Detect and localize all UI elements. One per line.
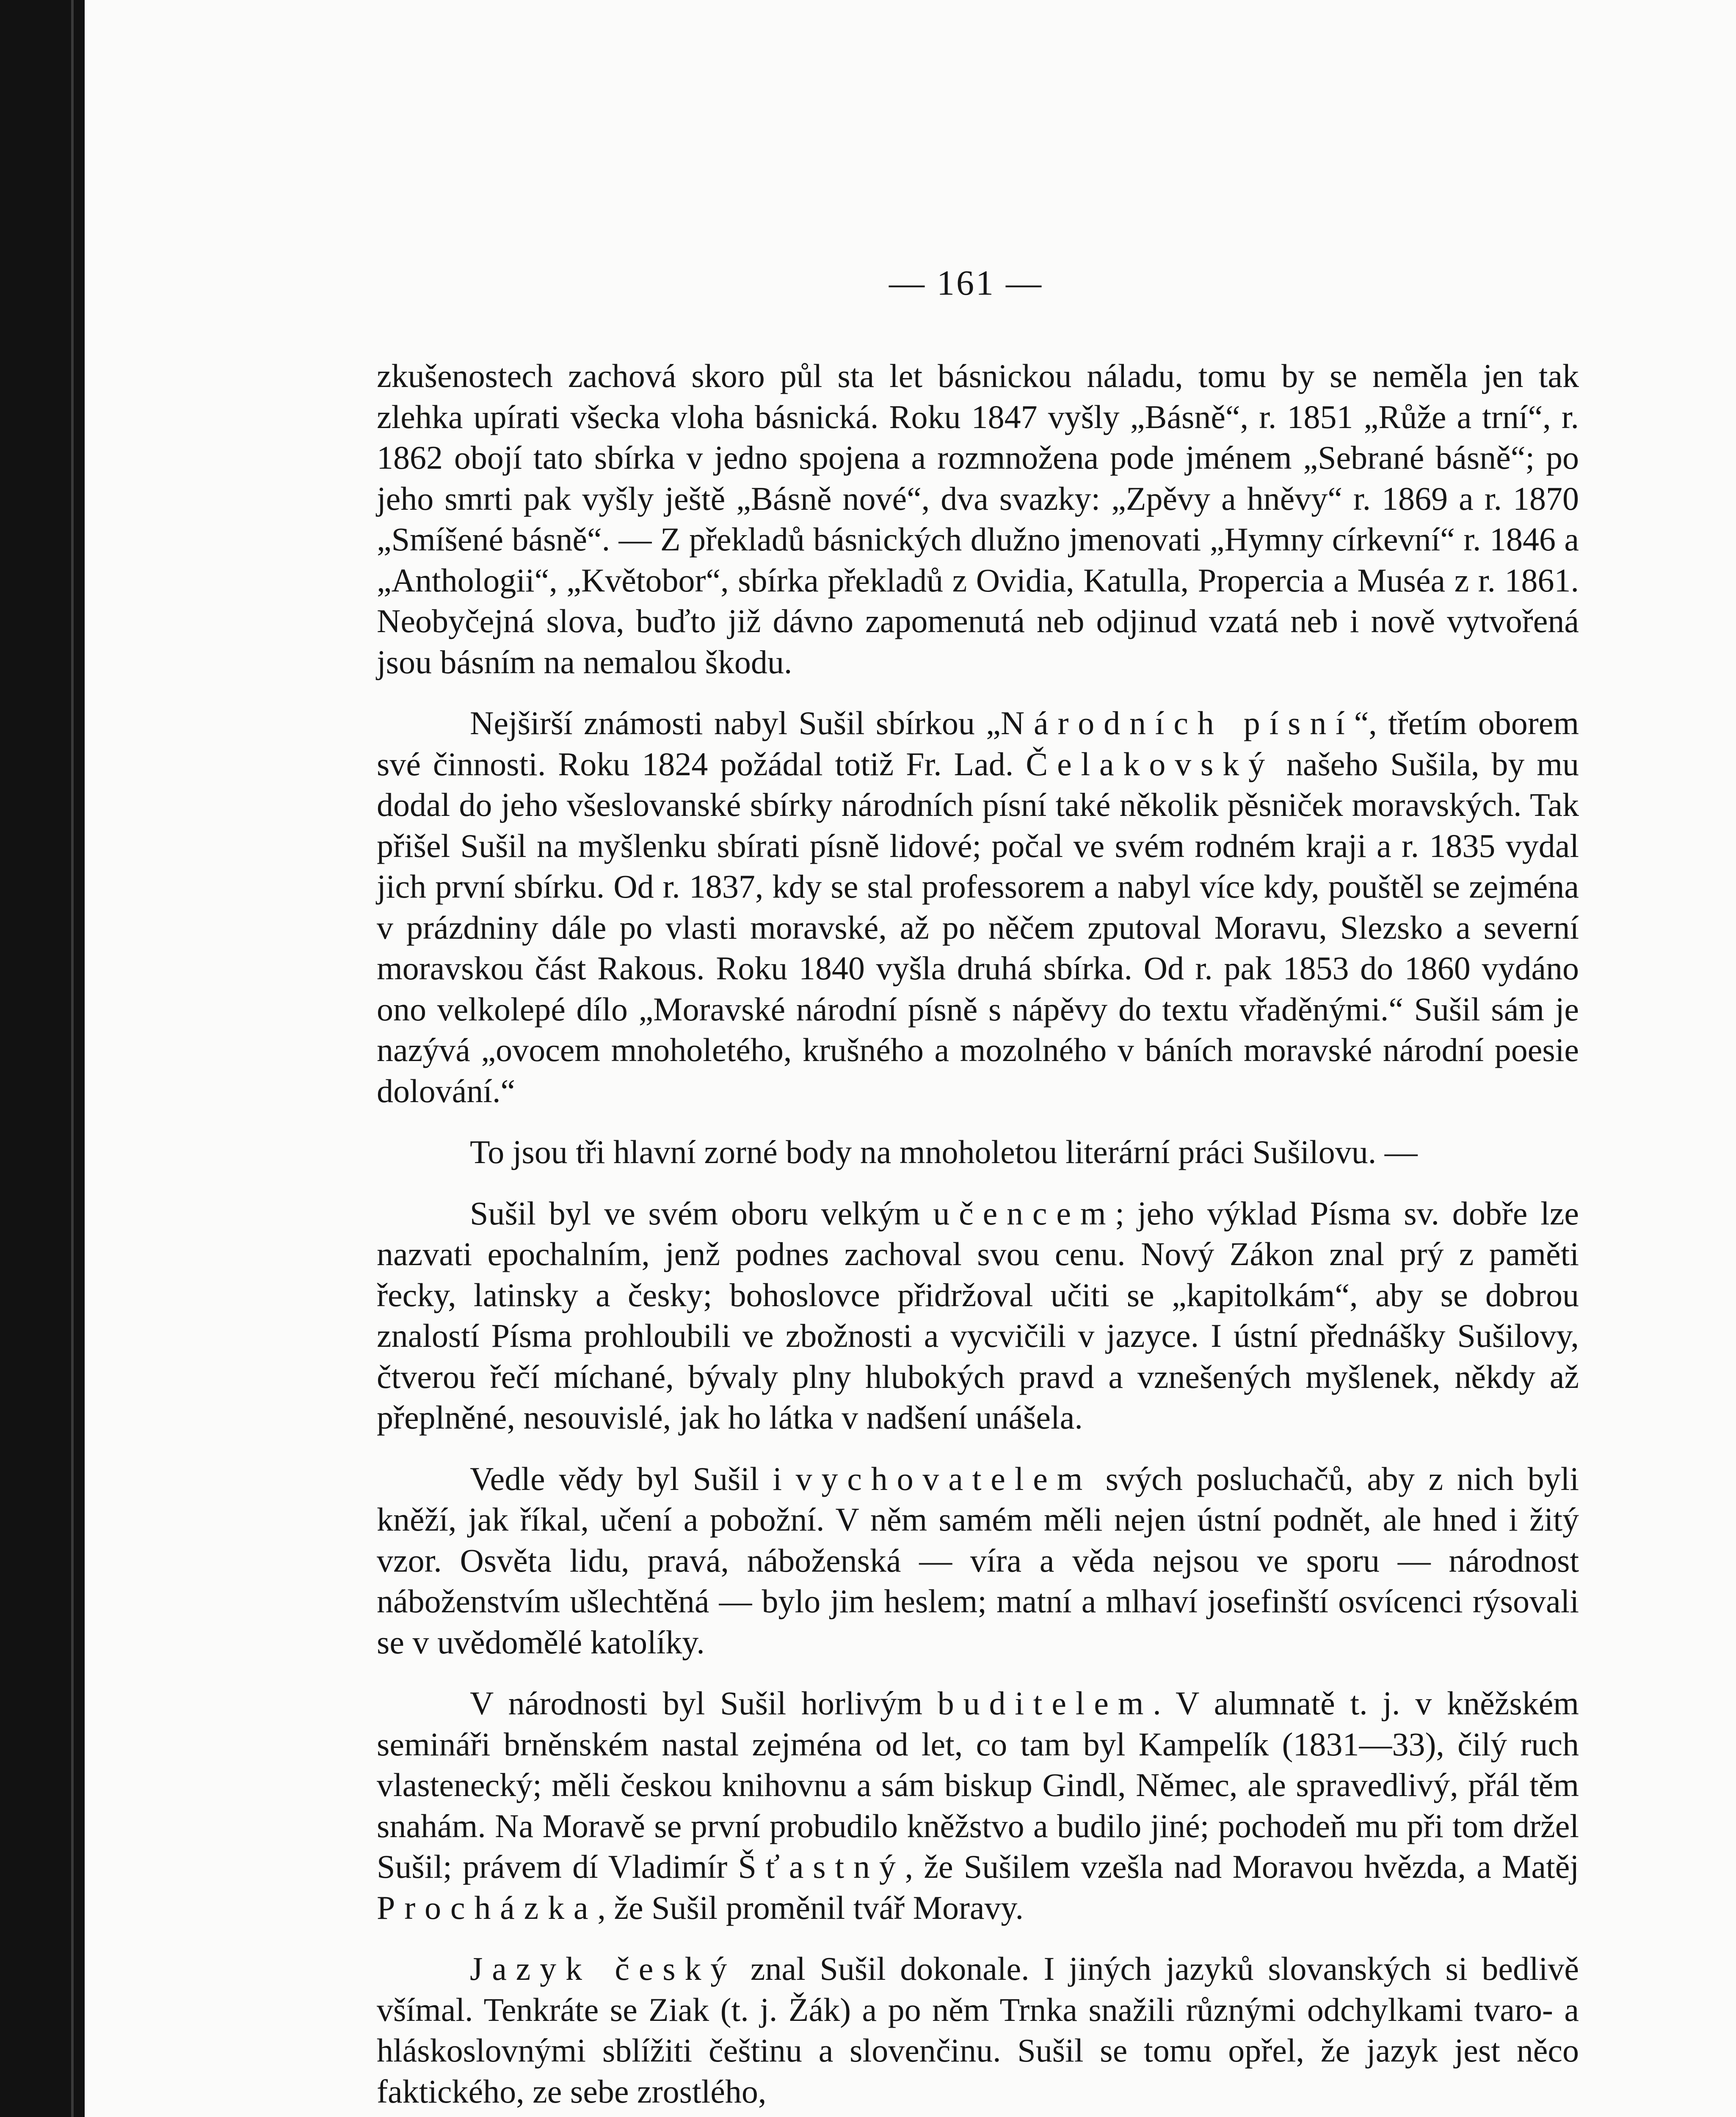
paragraph-1 <box>377 356 1579 683</box>
book-page <box>85 0 1736 2117</box>
spaced-emphasis: Jazyk český <box>470 1950 737 1987</box>
paragraph-text: zkušenostech zachová skoro půl sta let básnickou náladu, tomu by se neměla jen tak zlehka upírati všecka vloha básnická. Roku 1847 vyšly „Básně“, r. 1851 „Růže a trní“, r. 1862 obojí tato sbírka v jedno spojena a rozmnožena pode jménem „Sebrané básně“; po jeho smrti pak vyšly ještě „Básně nové“, dva svazky: „Zpěvy a hněvy“ r. 1869 a r. 1870 „Smíšené básně“. — Z překladů básnických dlužno jmenovati „Hymny církevní“ r. 1846 a „Anthologii“, „Květobor“, sbírka překladů z Ovidia, Katulla, Propercia a Muséa z r. 1861. Neobyčejná slova, buďto již dávno zapomenutá neb odjinud vzatá neb i nově vytvořená jsou básním na nemalou škodu. <box>377 357 1579 680</box>
paragraph-text: Sušil byl ve svém oboru velkým <box>470 1194 933 1232</box>
paragraph-text: , že Sušilem vzešla nad Moravou hvězda, a Matěj <box>905 1848 1579 1885</box>
spaced-emphasis: Šťastný <box>738 1848 905 1885</box>
spaced-emphasis: Národních písní <box>1000 705 1354 741</box>
spaced-emphasis: Procházka <box>377 1889 598 1926</box>
paragraph-text: znal Sušil dokonale. I jiných jazyků slovanských si bedlivě všímal. Tenkráte se Ziak (t. j. Žák) a po něm Trnka snažili různými odchylkami tvaro- a hláskoslovnými sblížiti češtinu a slovenčinu. Sušil se tomu opřel, že jazyk jest něco faktického, ze sebe zrostlého, <box>377 1950 1579 2110</box>
paragraph-text: Vedle vědy byl Sušil i <box>470 1460 796 1497</box>
spaced-emphasis: učencem <box>933 1194 1115 1232</box>
spaced-emphasis: vychovatelem <box>795 1460 1092 1497</box>
paragraph-2 <box>377 703 1579 1111</box>
paragraph-text: . V alumnatě t. j. v kněžském semináři brněnském nastal zejména od let, co tam byl Kampelík (1831—33), čilý ruch vlastenecký; měli českou knihovnu a sám biskup Gindl, Němec, ale spravedlivý, přál těm snahám. Na Moravě se první probudilo kněžstvo a budilo jiné; pochodeň mu při tom držel Sušil; právem dí Vladimír <box>377 1685 1579 1885</box>
scan-edge-line <box>71 0 74 2117</box>
paragraph-4 <box>377 1193 1579 1438</box>
paragraph-text: našeho Sušila, by mu dodal do jeho všeslovanské sbírky národních písní také několik pěsniček moravských. Tak přišel Sušil na myšlenku sbírati písně lidové; počal ve svém rodném kraji a r. 1835 vydal jich první sbírku. Od r. 1837, kdy se stal professorem a nabyl více kdy, pouštěl se zejména v prázdniny dále po vlasti moravské, až po něčem zputoval Moravu, Slezsko a severní moravskou část Rakous. Roku 1840 vyšla druhá sbírka. Od r. pak 1853 do 1860 vydáno ono velkolepé dílo „Moravské národní písně s nápěvy do textu vřaděnými.“ Sušil sám je nazývá „ovocem mnoholetého, krušného a mozolného v báních moravské národní poesie dolování.“ <box>377 745 1579 1109</box>
paragraph-5 <box>377 1459 1579 1663</box>
spaced-emphasis: buditelem <box>937 1685 1153 1722</box>
paragraph-text: ; jeho výklad Písma sv. dobře lze nazvati epochalním, jenž podnes zachoval svou cenu. Nový Zákon znal prý z paměti řecky, latinsky a česky; bohoslovce přidržoval učiti se „kapitolkám“, aby se dobrou znalostí Písma prohloubili ve zbožnosti a vycvičili v jazyce. I ústní přednášky Sušilovy, čtverou řečí míchané, bývaly plny hlubokých pravd a vznešených myšlenek, někdy až přeplněné, nesouvislé, jak ho látka v nadšení unášela. <box>377 1194 1579 1436</box>
paragraph-text: Nejširší známosti nabyl Sušil sbírkou „ <box>470 705 1001 741</box>
paragraph-text: V národnosti byl Sušil horlivým <box>470 1685 938 1722</box>
paragraph-3 <box>377 1132 1579 1173</box>
body-text <box>377 356 1579 2112</box>
spaced-emphasis: Čelakovský <box>1026 745 1274 782</box>
paragraph-text: To jsou tři hlavní zorné body na mnoholetou literární práci Sušilovu. — <box>470 1133 1418 1170</box>
paragraph-text: svých posluchačů, aby z nich byli kněží, jak říkal, učení a pobožní. V něm samém měli nejen ústní podnět, ale hned i žitý vzor. Osvěta lidu, pravá, náboženská — víra a věda nejsou ve sporu — národnost náboženstvím ušlechtěná — bylo jim heslem; matní a mlhaví josefinští osvícenci rýsovali se v uvědomělé katolíky. <box>377 1460 1579 1661</box>
paragraph-text: , že Sušil proměnil tvář Moravy. <box>597 1889 1024 1926</box>
paragraph-7 <box>377 1948 1579 2112</box>
page-number: — 161 — <box>889 263 1043 303</box>
paragraph-text: “, třetím oborem své činnosti. Roku 1824 požádal totiž Fr. Lad. <box>377 705 1579 782</box>
paragraph-6 <box>377 1683 1579 1928</box>
